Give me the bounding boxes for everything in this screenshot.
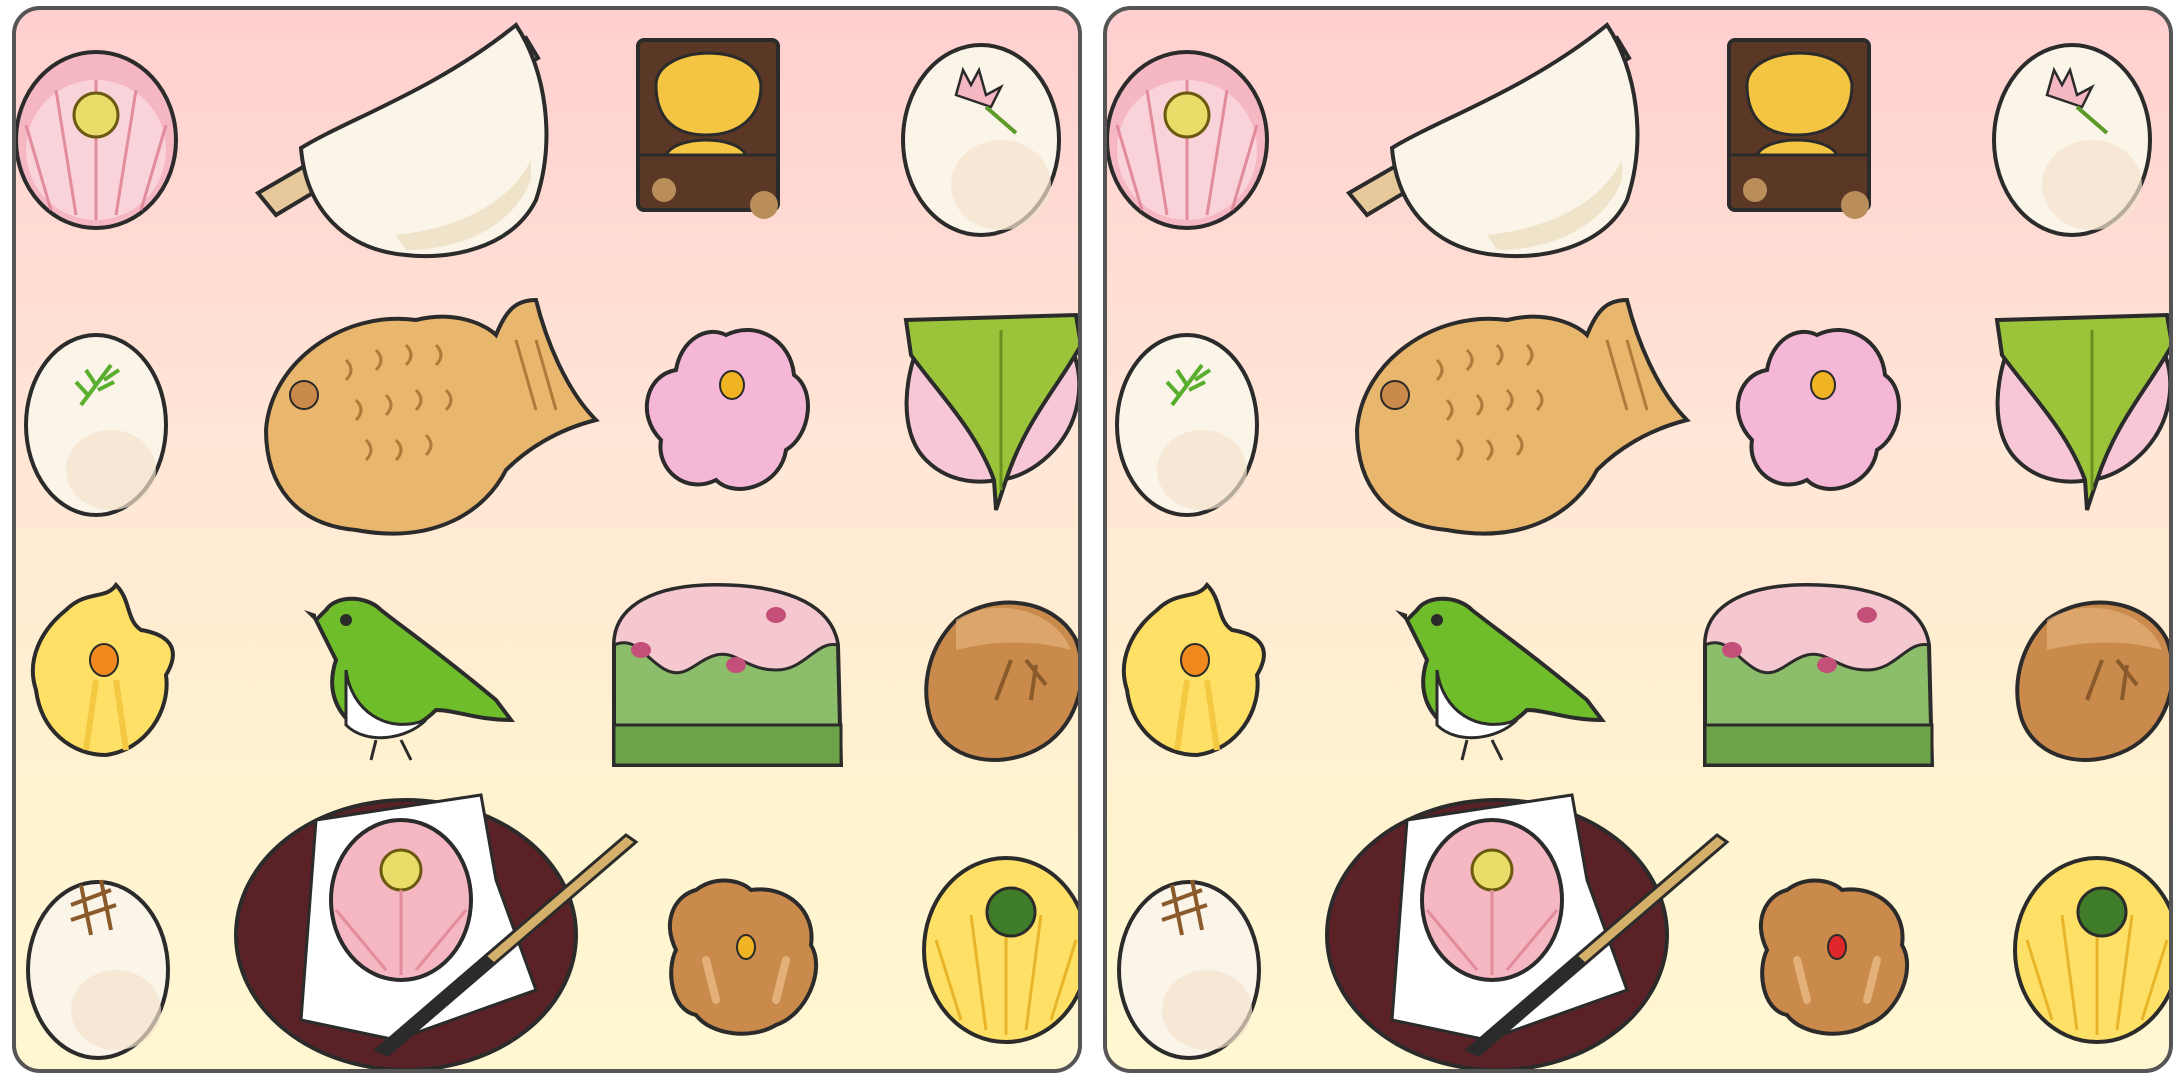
leaf-manju[interactable] (1117, 335, 1257, 515)
uguisu-bird[interactable] (304, 599, 511, 760)
pink-flower-wagashi[interactable] (1738, 330, 1899, 489)
flower-center-icon (1811, 371, 1835, 399)
flower-center-icon (987, 888, 1035, 936)
plate-with-wagashi[interactable] (236, 795, 636, 1069)
kuri-manju[interactable] (2017, 603, 2169, 760)
flower-center-icon (90, 644, 118, 676)
yellow-flower-wagashi[interactable] (1124, 585, 1264, 755)
yellow-chrysanthemum[interactable] (2015, 858, 2169, 1042)
small-bun-wagashi[interactable] (1761, 881, 1907, 1034)
chrysanthemum-nerikiri[interactable] (16, 52, 176, 228)
plate-with-wagashi[interactable] (1327, 795, 1727, 1069)
flower-center-icon (2078, 888, 2126, 936)
yellow-chrysanthemum[interactable] (924, 858, 1078, 1042)
sakura-manju[interactable] (903, 45, 1059, 235)
fish-eye-icon (290, 381, 318, 409)
chestnut-yokan[interactable] (1729, 40, 1869, 219)
fish-eye-icon (1381, 381, 1409, 409)
bird-eye-icon (340, 614, 352, 626)
small-bun-wagashi[interactable] (670, 881, 816, 1034)
yakiin-manju[interactable] (1119, 880, 1259, 1058)
pink-flower-wagashi[interactable] (647, 330, 808, 489)
gyuhi-mochi-stick[interactable] (258, 25, 546, 256)
yellow-flower-wagashi[interactable] (33, 585, 173, 755)
gyuhi-mochi-stick[interactable] (1349, 25, 1637, 256)
taiyaki[interactable] (1357, 300, 1687, 534)
kuri-manju[interactable] (926, 603, 1078, 760)
matcha-cake[interactable] (1705, 585, 1932, 765)
flower-center-icon (720, 371, 744, 399)
sakura-manju[interactable] (1994, 45, 2150, 235)
leaf-manju[interactable] (26, 335, 166, 515)
sakura-mochi[interactable] (1997, 315, 2169, 510)
bird-eye-icon (1431, 614, 1443, 626)
flower-center-icon (1165, 93, 1209, 137)
chestnut-icon (1747, 53, 1852, 135)
sakura-mochi[interactable] (906, 315, 1078, 510)
matcha-cake[interactable] (614, 585, 841, 765)
bun-center-icon (1828, 935, 1846, 959)
bun-center-icon (737, 935, 755, 959)
flower-center-icon (1181, 644, 1209, 676)
chestnut-yokan[interactable] (638, 40, 778, 219)
chrysanthemum-nerikiri[interactable] (1107, 52, 1267, 228)
chestnut-icon (656, 53, 761, 135)
changed-panel[interactable] (1103, 6, 2173, 1073)
original-panel[interactable] (12, 6, 1082, 1073)
uguisu-bird[interactable] (1395, 599, 1602, 760)
taiyaki[interactable] (266, 300, 596, 534)
flower-center-icon (74, 93, 118, 137)
yakiin-manju[interactable] (28, 880, 168, 1058)
